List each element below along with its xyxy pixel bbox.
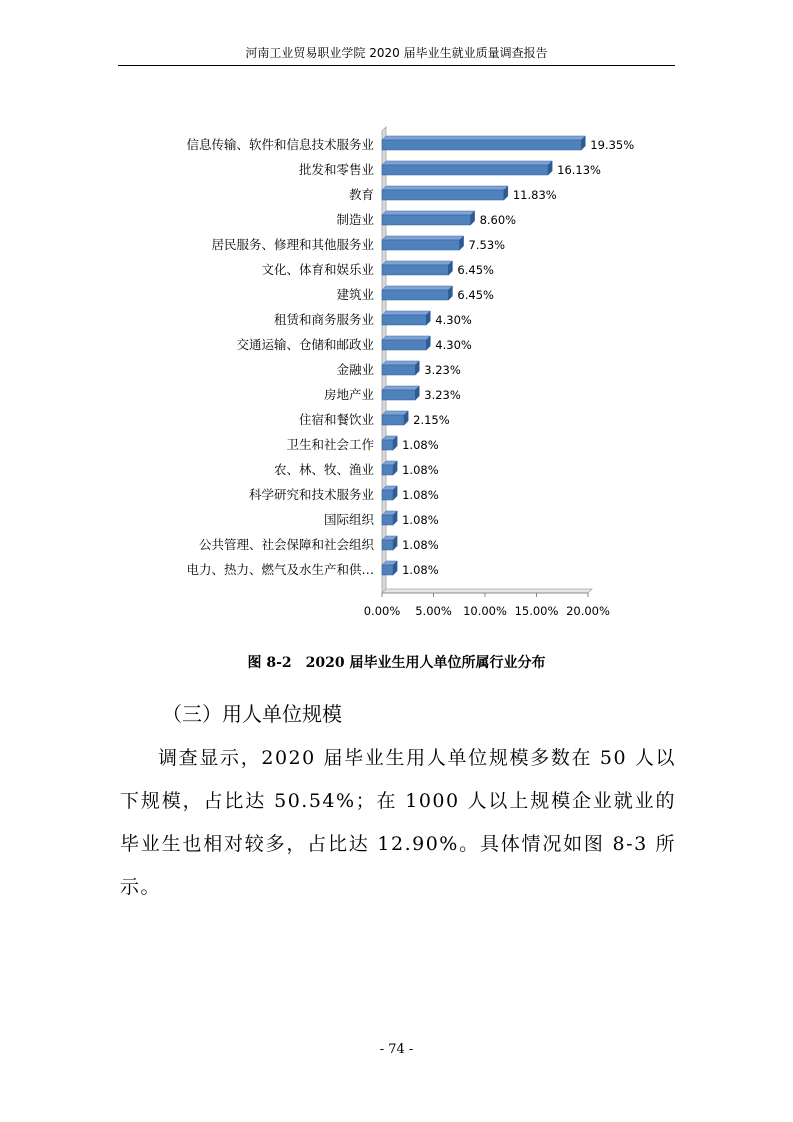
header-rule bbox=[118, 65, 675, 66]
bar bbox=[382, 215, 471, 225]
section-title: （三）用人单位规模 bbox=[162, 702, 342, 726]
value-label: 3.23% bbox=[424, 388, 461, 402]
bar-top bbox=[382, 186, 508, 190]
x-tick-label: 15.00% bbox=[514, 604, 559, 618]
category-label: 科学研究和技术服务业 bbox=[248, 487, 374, 502]
value-label: 4.30% bbox=[435, 338, 472, 352]
bar bbox=[382, 565, 393, 575]
category-label: 房地产业 bbox=[323, 387, 374, 402]
value-label: 16.13% bbox=[557, 163, 601, 177]
bar bbox=[382, 515, 393, 525]
value-label: 6.45% bbox=[457, 263, 494, 277]
value-label: 11.83% bbox=[512, 188, 557, 202]
value-label: 1.08% bbox=[402, 438, 439, 452]
bar bbox=[382, 165, 548, 175]
category-label: 卫生和社会工作 bbox=[286, 437, 374, 452]
bar bbox=[382, 365, 415, 375]
value-label: 1.08% bbox=[402, 538, 439, 552]
value-label: 8.60% bbox=[479, 213, 517, 227]
bar bbox=[382, 540, 393, 550]
category-label: 住宿和餐饮业 bbox=[298, 412, 374, 427]
category-label: 批发和零售业 bbox=[298, 162, 374, 177]
bar-top bbox=[382, 211, 475, 215]
value-label: 19.35% bbox=[590, 138, 635, 152]
category-label: 公共管理、社会保障和社会组织 bbox=[198, 537, 374, 552]
bar bbox=[382, 265, 448, 275]
bar-top bbox=[382, 336, 430, 340]
x-tick-label: 10.00% bbox=[463, 604, 507, 618]
value-label: 1.08% bbox=[402, 488, 439, 502]
value-label: 1.08% bbox=[402, 463, 439, 477]
category-label: 居民服务、修理和其他服务业 bbox=[211, 237, 374, 252]
bar-top bbox=[382, 136, 585, 140]
bar-top bbox=[382, 286, 452, 290]
bar bbox=[382, 390, 415, 400]
x-tick-label: 20.00% bbox=[566, 604, 610, 618]
page-number: - 74 - bbox=[379, 1042, 414, 1057]
bar-top bbox=[382, 236, 464, 240]
axis-floor bbox=[382, 589, 592, 593]
category-label: 交通运输、仓储和邮政业 bbox=[236, 337, 374, 352]
figure-caption: 图 8-2 2020 届毕业生用人单位所属行业分布 bbox=[247, 655, 546, 671]
bar bbox=[382, 290, 448, 300]
bar-top bbox=[382, 361, 419, 365]
bar bbox=[382, 340, 426, 350]
bar bbox=[382, 415, 404, 425]
bar-top bbox=[382, 311, 430, 315]
value-label: 3.23% bbox=[424, 363, 461, 377]
page-header: 河南工业贸易职业学院 2020 届毕业生就业质量调查报告 bbox=[245, 46, 548, 60]
bar bbox=[382, 190, 504, 200]
category-label: 金融业 bbox=[336, 362, 374, 377]
bar bbox=[382, 490, 393, 500]
bar-top bbox=[382, 386, 419, 390]
bar-top bbox=[382, 161, 552, 165]
category-label: 租赁和商务服务业 bbox=[273, 312, 374, 327]
category-label: 农、林、牧、渔业 bbox=[273, 462, 374, 477]
value-label: 7.53% bbox=[468, 238, 506, 252]
body-paragraph: 调查显示，2020 届毕业生用人单位规模多数在 50 人以下规模，占比达 50.54%；在 1000 人以上规模企业就业的毕业生也相对较多，占比达 12.90%。具体情况如图 8-3 所示。 bbox=[120, 747, 676, 898]
value-label: 6.45% bbox=[457, 288, 494, 302]
category-label: 制造业 bbox=[336, 212, 374, 227]
category-label: 文化、体育和娱乐业 bbox=[261, 262, 374, 277]
bar bbox=[382, 140, 581, 150]
bar bbox=[382, 465, 393, 475]
bar bbox=[382, 315, 426, 325]
x-tick-label: 0.00% bbox=[363, 604, 401, 618]
category-label: 建筑业 bbox=[336, 287, 374, 302]
x-tick-label: 5.00% bbox=[415, 604, 452, 618]
category-label: 信息传输、软件和信息技术服务业 bbox=[186, 137, 374, 152]
category-label: 教育 bbox=[348, 187, 374, 202]
bar-top bbox=[382, 411, 408, 415]
value-label: 2.15% bbox=[413, 413, 450, 427]
bar-top bbox=[382, 261, 452, 265]
category-label: 国际组织 bbox=[323, 512, 374, 527]
industry-distribution-chart bbox=[0, 120, 793, 630]
bar bbox=[382, 240, 460, 250]
value-label: 4.30% bbox=[435, 313, 472, 327]
category-label: 电力、热力、燃气及水生产和供… bbox=[186, 562, 374, 577]
bar bbox=[382, 440, 393, 450]
value-label: 1.08% bbox=[402, 563, 439, 577]
value-label: 1.08% bbox=[402, 513, 439, 527]
